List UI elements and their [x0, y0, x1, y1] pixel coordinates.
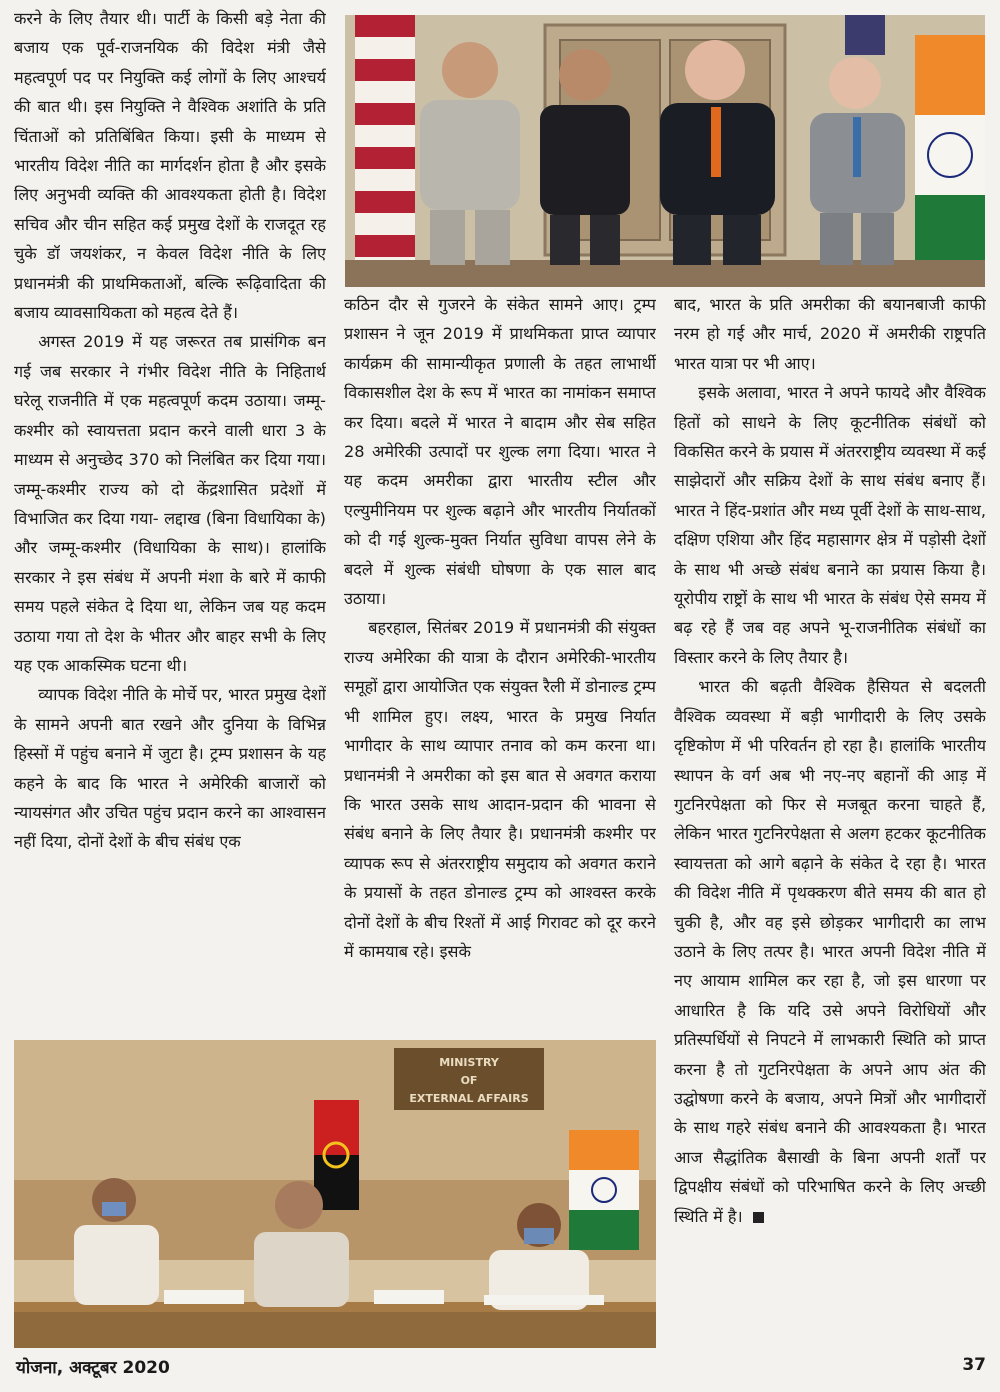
- sign-line-3: EXTERNAL AFFAIRS: [409, 1092, 529, 1105]
- photo-delegation-illustration: [345, 15, 985, 287]
- photo-meeting-illustration: [14, 1040, 656, 1348]
- col1-paragraph-3: व्यापक विदेश नीति के मोर्चे पर, भारत प्रमुख देशों के सामने अपनी बात रखने और दुनिया के विभिन्न हिस्सों में पहुंच बनाने में जुटा है। ट्रम्प प्रशासन के यह कहने के बाद कि भारत ने अमेरिकी बाजारों को न्यायसंगत और उचित पहुंच प्रदान करने का आश्वासन नहीं दिया, दोनों देशों के बीच संबंध एक: [14, 685, 326, 852]
- article-column-2: [344, 290, 656, 1035]
- col2-paragraph-1: कठिन दौर से गुजरने के संकेत सामने आए। ट्रम्प प्रशासन ने जून 2019 में प्राथमिकता प्राप्त व्यापार कार्यक्रम की सामान्यीकृत प्रणाली के तहत लाभार्थी विकासशील देश के रूप में भारत का नामांकन समाप्त कर दिया। बदले में भारत ने बादाम और सेब सहित 28 अमेरिकी उत्पादों पर शुल्क लगा दिया। भारत ने यह कदम अमरीका द्वारा भारतीय स्टील और एल्युमीनियम पर शुल्क बढ़ाने और भारतीय निर्यातकों को दी गई शुल्क-मुक्त निर्यात सुविधा वापस लेने के बदले में शुल्क संबंधी घोषणा के एक साल बाद उठाया।: [344, 295, 656, 609]
- col3-paragraph-3: [674, 672, 986, 1231]
- col3-paragraph-1: बाद, भारत के प्रति अमरीका की बयानबाजी काफी नरम हो गई और मार्च, 2020 में अमरीकी राष्ट्रपति भारत यात्रा पर भी आए।: [674, 295, 986, 373]
- india-flag: [569, 1130, 639, 1250]
- india-flag-right: [915, 35, 985, 275]
- sign-line-2: OF: [460, 1074, 478, 1087]
- us-flag-left: [355, 15, 415, 265]
- col1-paragraph-1: करने के लिए तैयार थी। पार्टी के किसी बड़े नेता की बजाय एक पूर्व-राजनयिक की विदेश मंत्री जैसे महत्वपूर्ण पद पर नियुक्ति कई लोगों के लिए आश्चर्य की बात थी। इस नियुक्ति ने वैश्विक अशांति के प्रति चिंताओं को प्रतिबिंबित किया। इसी के माध्यम से भारतीय विदेश नीति का मार्गदर्शन होता है और इसके लिए अनुभवी व्यक्ति की आवश्यकता होती है। विदेश सचिव और चीन सहित कई प्रमुख देशों के राजदूत रह चुके डॉ जयशंकर, न केवल विदेश नीति के लिए प्रधानमंत्री की प्राथमिकताओं, बल्कि रूढ़िवादिता की बजाय व्यावसायिकता को महत्व देते हैं।: [14, 9, 326, 323]
- col3-paragraph-2: इसके अलावा, भारत ने अपने फायदे और वैश्विक हितों को साधने के लिए कूटनीतिक संबंधों को विकसित करने के प्रयास में अंतरराष्ट्रीय व्यवस्था में कई साझेदारों और सक्रिय देशों के साथ संबंध बनाए हैं। भारत ने हिंद-प्रशांत और मध्य पूर्वी देशों के साथ-साथ, दक्षिण एशिया और हिंद महासागर क्षेत्र में पड़ोसी देशों के साथ भी अच्छे संबंध बनाने का प्रयास किया है। यूरोपीय राष्ट्रों के साथ भी भारत के संबंध ऐसे समय में बढ़ रहे हैं जब वह अपने भू-राजनीतिक संबंधों का विस्तार करने के लिए तैयार है।: [674, 383, 986, 667]
- page-number: 37: [962, 1355, 986, 1375]
- ministry-sign: [394, 1048, 544, 1110]
- col3-paragraph-3-text: भारत की बढ़ती वैश्विक हैसियत से बदलती वैश्विक व्यवस्था में बड़ी भागीदारी के लिए उसके दृष्टिकोण में भी परिवर्तन हो रहा है। हालांकि भारतीय स्थापन के वर्ग अब भी नए-नए बहानों की आड़ में गुटनिरपेक्षता को फिर से मजबूत करना चाहते हैं, लेकिन भारत गुटनिरपेक्षता से अलग हटकर कूटनीतिक स्वायत्तता को आगे बढ़ाने के संकेत दे रहा है। भारत की विदेश नीति में पृथक्करण बीते समय की बात हो चुकी है, और वह इसे छोड़कर भागीदारी का लाभ उठाने के लिए तत्पर है। भारत अपनी विदेश नीति में नए आयाम शामिल कर रहा है, जो इस धारणा पर आधारित है कि यदि उसे अपने विरोधियों और प्रतिस्पर्धियों से निपटने में लाभकारी स्थिति को प्राप्त करना है तो गुटनिरपेक्षता के अपने आप अंत की उद्घोषणा करने के बजाय, अपने मित्रों और भागीदारों के साथ गहरे संबंध बनाने की आवश्यकता है। भारत आज सैद्धांतिक बैसाखी के बिना अपनी शर्तों पर द्विपक्षीय संबंधों को परिभाषित करने के लिए अच्छी स्थिति में है।: [674, 677, 986, 1226]
- col1-paragraph-2: अगस्त 2019 में यह जरूरत तब प्रासंगिक बन गई जब सरकार ने गंभीर विदेश नीति के निहितार्थ घरेलू राजनीति में एक महत्वपूर्ण कदम उठाया। जम्मू-कश्मीर को स्वायत्तता प्रदान करने वाली धारा 3 के माध्यम से अनुच्छेद 370 को निलंबित कर दिया गया। जम्मू-कश्मीर राज्य को दो केंद्रशासित प्रदेशों में विभाजित कर दिया गया- लद्दाख (बिना विधायिका के) और जम्मू-कश्मीर (विधायिका के साथ)। हालांकि सरकार ने इस संबंध में अपनी मंशा के बारे में काफी समय पहले संकेत दे दिया था, लेकिन जब यह कदम उठाया गया तो देश के भीतर और बाहर सभी के लिए यह एक आकस्मिक घटना थी।: [14, 332, 326, 675]
- angola-flag: [314, 1100, 359, 1210]
- end-of-article-mark: [753, 1212, 764, 1223]
- col2-paragraph-2: बहरहाल, सितंबर 2019 में प्रधानमंत्री की संयुक्त राज्य अमेरिका की यात्रा के दौरान अमेरिकी-भारतीय समूहों द्वारा आयोजित एक संयुक्त रैली में डोनाल्ड ट्रम्प भी शामिल हुए। लक्ष्य, भारत के प्रमुख निर्यात भागीदार के साथ व्यापार तनाव को कम करना था। प्रधानमंत्री ने अमरीका को इस बात से अवगत कराया कि भारत उसके साथ आदान-प्रदान की भावना से संबंध बनाने के लिए तैयार है। प्रधानमंत्री कश्मीर पर व्यापक रूप से अंतरराष्ट्रीय समुदाय को अवगत कराने के प्रयासों के तहत डोनाल्ड ट्रम्प को आश्वस्त करके दोनों देशों के बीच रिश्तों में आई गिरावट को दूर करने में कामयाब रहे। इसके: [344, 618, 656, 961]
- photo-mea-meeting: [14, 1040, 656, 1348]
- photo-delegation-group: [345, 15, 985, 287]
- footer-publication: योजना, अक्टूबर 2020: [16, 1358, 170, 1378]
- sign-line-1: MINISTRY: [439, 1056, 499, 1069]
- article-column-1: [14, 4, 326, 1044]
- article-column-3: [674, 290, 986, 1350]
